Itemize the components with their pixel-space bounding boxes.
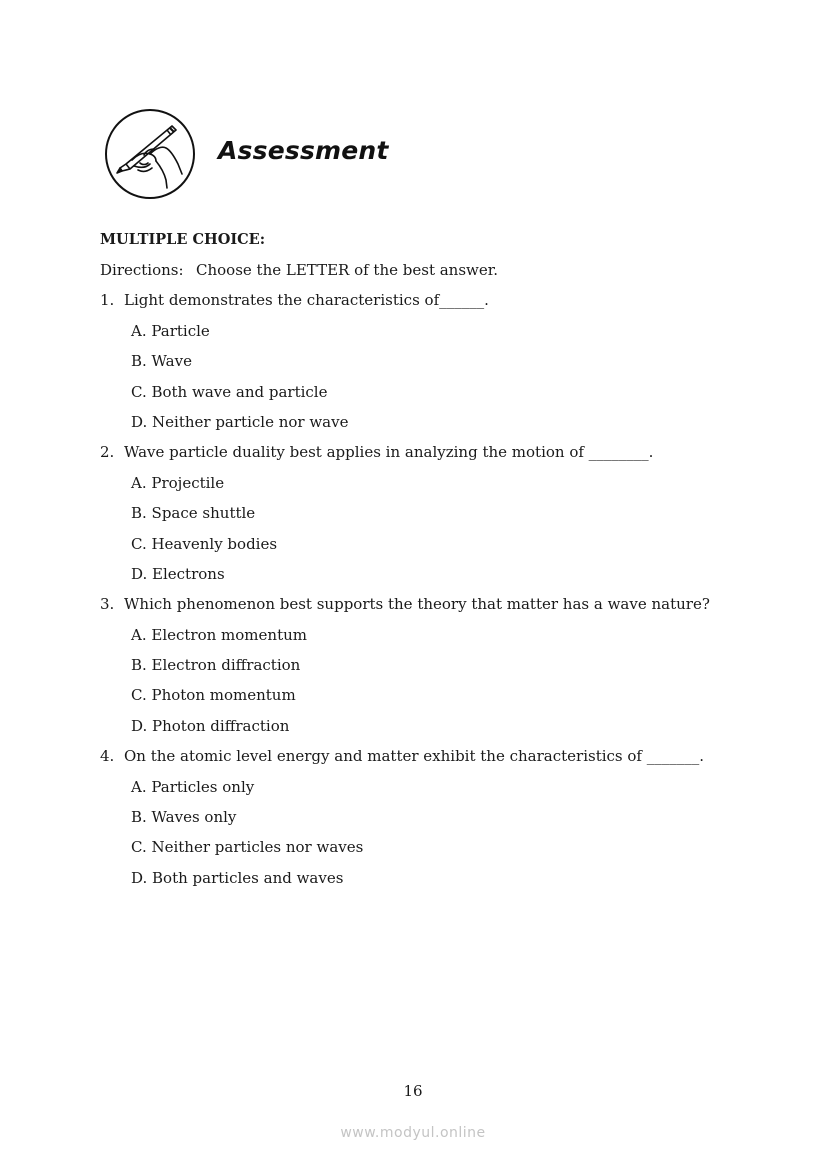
question-1 bbox=[100, 289, 740, 441]
directions-text: Choose the LETTER of the best answer. bbox=[196, 261, 499, 279]
directions bbox=[100, 259, 740, 289]
directions-label: Directions: bbox=[100, 261, 184, 279]
page-number: 16 bbox=[403, 1082, 423, 1100]
question-stem bbox=[100, 745, 740, 775]
answer-option: B. Wave bbox=[131, 352, 192, 371]
page-title: Assessment bbox=[218, 135, 389, 165]
answer-option: A. Electron momentum bbox=[131, 625, 307, 644]
question-number: 3. bbox=[100, 595, 115, 614]
answer-option: C. Photon momentum bbox=[131, 686, 296, 705]
question-number: 2. bbox=[100, 443, 115, 462]
answer-option: A. Particle bbox=[131, 321, 210, 340]
question-text: Light demonstrates the characteristics of______. bbox=[124, 291, 489, 310]
answer-option: C. Both wave and particle bbox=[131, 382, 328, 401]
assessment-content bbox=[100, 229, 740, 897]
answer-option: C. Heavenly bodies bbox=[131, 534, 278, 553]
question-stem bbox=[100, 441, 740, 471]
answer-option: A. Particles only bbox=[131, 777, 255, 796]
hand-writing-with-pencil-icon bbox=[104, 108, 196, 200]
question-2 bbox=[100, 441, 740, 593]
answer-option: D. Neither particle nor wave bbox=[131, 412, 349, 431]
answer-option: D. Photon diffraction bbox=[131, 716, 290, 735]
question-stem bbox=[100, 289, 740, 319]
question-text: Wave particle duality best applies in analyzing the motion of ________. bbox=[124, 443, 654, 462]
watermark: www.modyul.online bbox=[340, 1125, 486, 1141]
question-number: 1. bbox=[100, 291, 115, 310]
question-4 bbox=[100, 745, 740, 897]
answer-option: C. Neither particles nor waves bbox=[131, 838, 364, 857]
assessment-header bbox=[104, 108, 389, 200]
question-3 bbox=[100, 593, 740, 745]
question-number: 4. bbox=[100, 747, 115, 766]
answer-option: B. Waves only bbox=[131, 808, 237, 827]
answer-option: B. Space shuttle bbox=[131, 504, 256, 523]
question-text: On the atomic level energy and matter exhibit the characteristics of _______. bbox=[124, 747, 705, 766]
answer-option: D. Electrons bbox=[131, 564, 225, 583]
answer-option: A. Projectile bbox=[131, 473, 225, 492]
question-text: Which phenomenon best supports the theory that matter has a wave nature? bbox=[124, 595, 710, 614]
answer-option: D. Both particles and waves bbox=[131, 868, 344, 887]
answer-option: B. Electron diffraction bbox=[131, 656, 301, 675]
question-stem bbox=[100, 593, 740, 623]
section-label: MULTIPLE CHOICE: bbox=[100, 231, 266, 248]
